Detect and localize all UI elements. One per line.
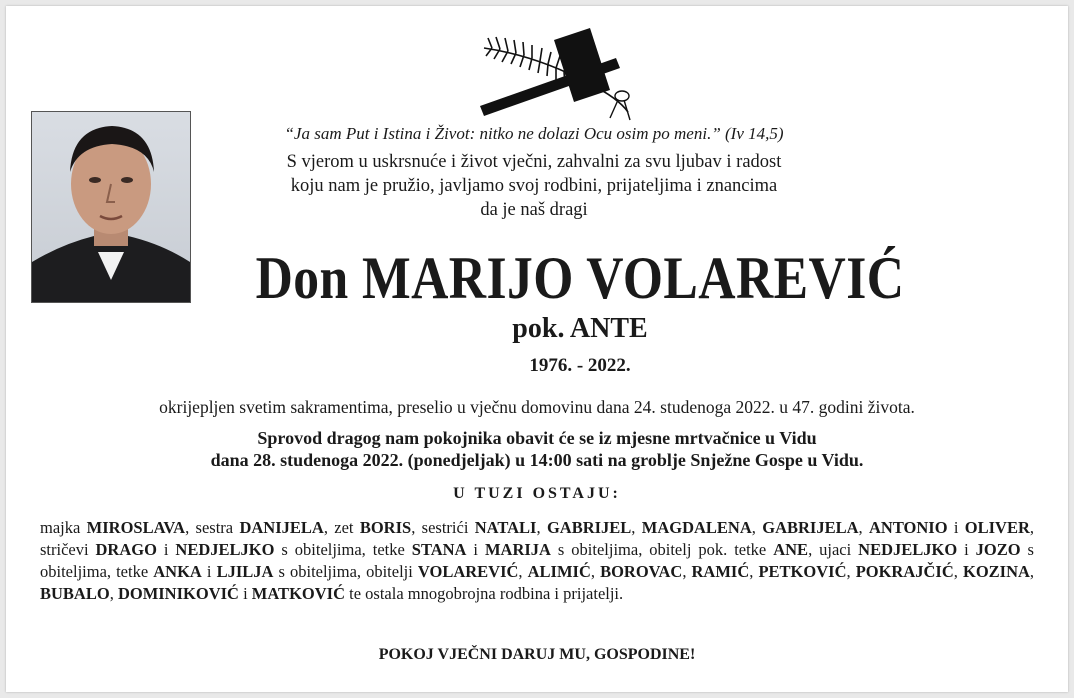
- mourner-name: ALIMIĆ: [527, 562, 591, 581]
- mourner-name: BORIS: [359, 518, 412, 537]
- mourner-relation: te ostala mnogobrojna rodbina i prijatelji.: [345, 584, 624, 603]
- mourner-name: MIROSLAVA: [86, 518, 186, 537]
- mourner-relation: ,: [846, 562, 856, 581]
- mourner-name: MARIJA: [484, 540, 551, 559]
- mourner-name: ANTONIO: [868, 518, 948, 537]
- mourner-name: NEDJELJKO: [175, 540, 275, 559]
- mourner-relation: ,: [953, 562, 963, 581]
- funeral-line: dana 28. studenoga 2022. (ponedjeljak) u 14:00 sati na groblje Snježne Gospe u Vidu.: [210, 450, 864, 470]
- mourner-relation: , stričevi: [40, 518, 1035, 559]
- mourner-relation: ,: [1029, 562, 1035, 581]
- mourner-relation: s obiteljima, tetke: [274, 540, 412, 559]
- mourner-relation: ,: [682, 562, 692, 581]
- mourner-name: DRAGO: [95, 540, 157, 559]
- mourner-relation: majka: [40, 518, 87, 537]
- mourner-relation: i: [238, 584, 252, 603]
- mourner-relation: ,: [751, 518, 763, 537]
- mourner-name: PETKOVIĆ: [758, 562, 847, 581]
- mourner-name: POKRAJČIĆ: [855, 562, 954, 581]
- intro-line: koju nam je pružio, javljamo svoj rodbini, prijateljima i znancima: [290, 176, 778, 196]
- mourner-relation: , zet: [323, 518, 360, 537]
- mourner-name: MATKOVIĆ: [251, 584, 345, 603]
- mourner-name: NEDJELJKO: [858, 540, 958, 559]
- mourner-relation: , ujaci: [808, 540, 859, 559]
- mourner-name: VOLAREVIĆ: [417, 562, 519, 581]
- life-years: 1976. - 2022.: [529, 355, 631, 376]
- intro-line: da je naš dragi: [480, 200, 588, 220]
- mourner-relation: ,: [858, 518, 869, 537]
- mourner-name: NATALI: [474, 518, 537, 537]
- mourner-name: JOZO: [975, 540, 1021, 559]
- mourner-relation: s obiteljima, obitelj pok. tetke: [550, 540, 774, 559]
- mourner-relation: ,: [518, 562, 528, 581]
- mourner-relation: ,: [109, 584, 118, 603]
- father-name: pok. ANTE: [512, 313, 648, 344]
- mourner-relation: i: [957, 540, 976, 559]
- bible-quote: “Ja sam Put i Istina i Život: nitko ne dolazi Ocu osim po meni.” (Iv 14,5): [284, 124, 784, 143]
- mourner-relation: s obiteljima, obitelji: [273, 562, 418, 581]
- mourner-name: STANA: [411, 540, 467, 559]
- mourner-name: DOMINIKOVIĆ: [117, 584, 239, 603]
- mourner-name: GABRIJEL: [546, 518, 632, 537]
- deceased-name: Don MARIJO VOLAREVIĆ: [255, 245, 905, 311]
- cross-palm-icon: [478, 26, 638, 122]
- mourner-name: ANKA: [153, 562, 202, 581]
- mourner-name: OLIVER: [964, 518, 1030, 537]
- mourner-relation: i: [947, 518, 965, 537]
- mourner-name: KOZINA: [962, 562, 1030, 581]
- mourner-relation: ,: [590, 562, 601, 581]
- mourner-name: ANE: [773, 540, 809, 559]
- mourner-name: LJILJA: [216, 562, 274, 581]
- funeral-line: Sprovod dragog nam pokojnika obavit će se iz mjesne mrtvačnice u Vidu: [257, 428, 817, 448]
- intro-text: [84, 150, 984, 222]
- mourner-name: BOROVAC: [600, 562, 683, 581]
- mourner-relation: i: [156, 540, 176, 559]
- mourner-relation: i: [466, 540, 485, 559]
- passing-notice: okrijepljen svetim sakramentima, preselio u vječnu domovinu dana 24. studenoga 2022. u 47. godini života.: [159, 397, 915, 417]
- mourner-relation: ,: [631, 518, 642, 537]
- intro-line: S vjerom u uskrsnuće i život vječni, zahvalni za svu ljubav i radost: [286, 152, 782, 172]
- mourner-name: DANIJELA: [239, 518, 324, 537]
- mourner-name: RAMIĆ: [691, 562, 750, 581]
- mourner-relation: ,: [749, 562, 759, 581]
- mourner-name: GABRIJELA: [762, 518, 859, 537]
- mourners-list: [40, 517, 1034, 605]
- mourner-relation: s obiteljima, tetke: [40, 540, 1034, 581]
- mourner-name: MAGDALENA: [641, 518, 752, 537]
- mourner-relation: , sestrići: [411, 518, 475, 537]
- mourners-heading: U TUZI OSTAJU:: [453, 485, 621, 502]
- mourner-relation: , sestra: [185, 518, 240, 537]
- mourner-name: BUBALO: [40, 584, 110, 603]
- mourner-relation: ,: [536, 518, 547, 537]
- mourner-relation: i: [201, 562, 217, 581]
- closing-prayer: POKOJ VJEČNI DARUJ MU, GOSPODINE!: [378, 646, 696, 663]
- funeral-details: [0, 427, 1074, 471]
